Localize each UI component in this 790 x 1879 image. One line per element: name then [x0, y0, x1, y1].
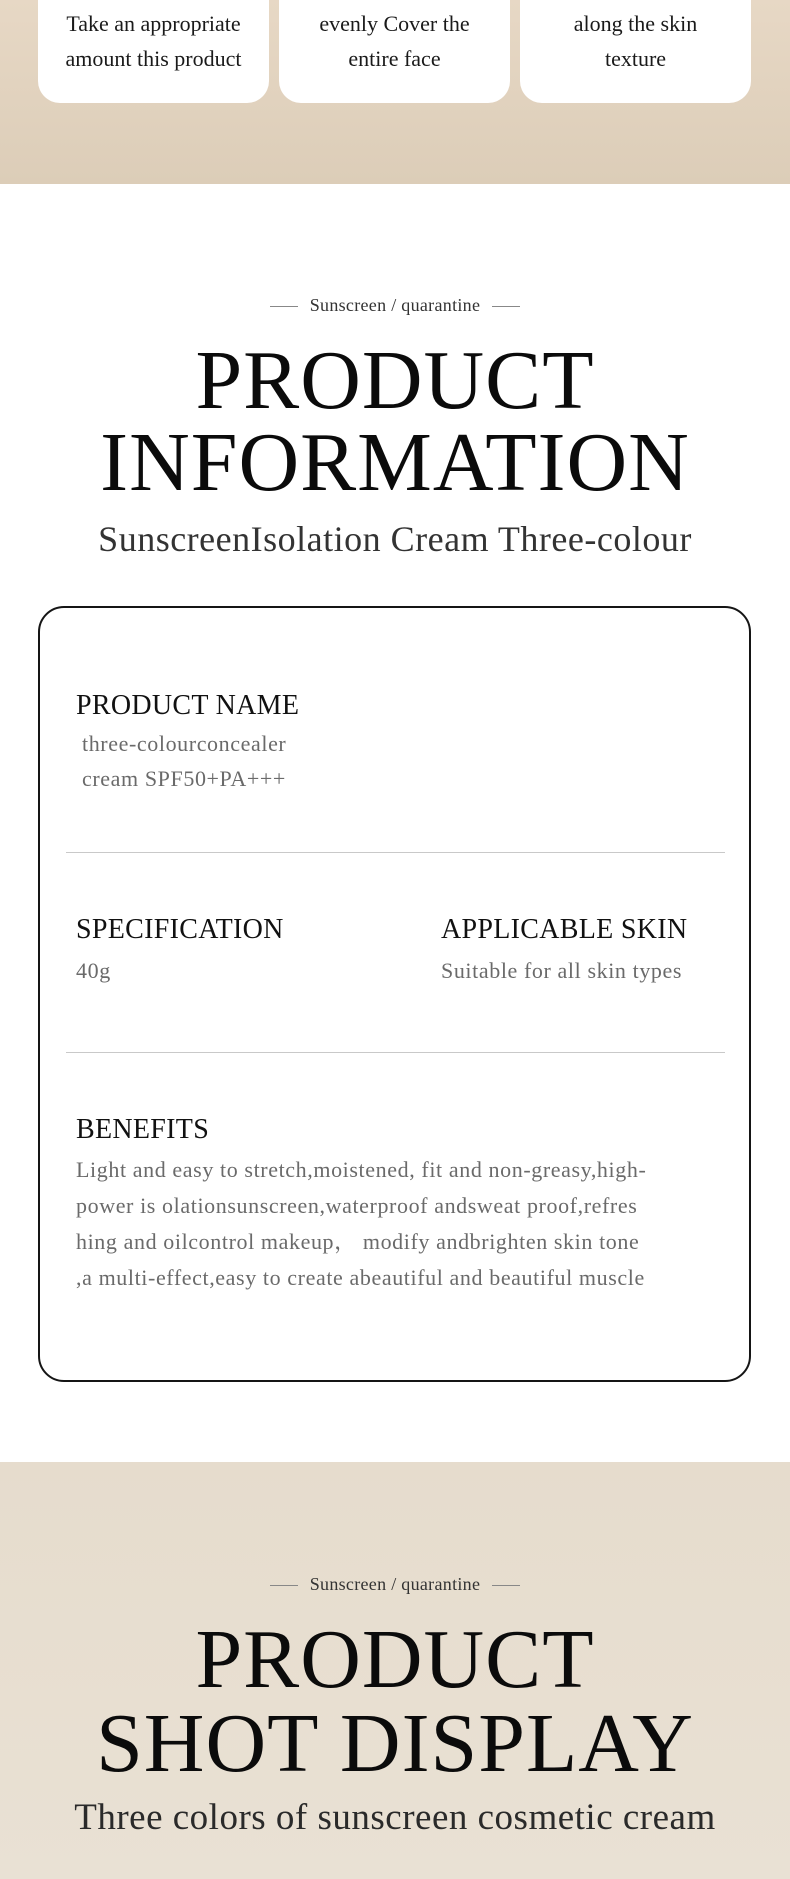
- card-divider-2: [66, 1052, 725, 1053]
- usage-steps-band: [0, 0, 790, 184]
- product-info-card: [38, 606, 751, 1382]
- benefits-line-3: hing and oilcontrol makeup， modify andbrighten skin tone: [76, 1229, 640, 1254]
- eyebrow-dash-left: [270, 306, 298, 307]
- specification-value: 40g: [76, 958, 111, 983]
- product-name-value-line-1: three-colourconcealer: [82, 731, 287, 756]
- step-1-line-1: Take an appropriate: [66, 11, 241, 36]
- step-card-3: [520, 0, 751, 103]
- benefits-line-1: Light and easy to stretch,moistened, fit and non-greasy,high-: [76, 1157, 647, 1182]
- shot-subtitle: Three colors of sunscreen cosmetic cream: [74, 1797, 716, 1838]
- info-title-line-2: INFORMATION: [100, 416, 690, 509]
- step-2-line-1: evenly Cover the: [319, 11, 470, 36]
- shot-title-line-2: SHOT DISPLAY: [96, 1697, 694, 1790]
- product-shot-section: [0, 1462, 790, 1879]
- info-eyebrow-text: Sunscreen / quarantine: [309, 295, 481, 315]
- card-divider-1: [66, 852, 725, 853]
- shot-title-line-1: PRODUCT: [195, 1613, 595, 1706]
- info-title-line-1: PRODUCT: [195, 334, 595, 427]
- step-card-1: [38, 0, 269, 103]
- product-name-value-line-2: cream SPF50+PA+++: [82, 766, 286, 791]
- step-1-line-2: amount this product: [65, 46, 242, 71]
- applicable-skin-value: Suitable for all skin types: [441, 958, 683, 983]
- benefits-line-4: ,a multi-effect,easy to create abeautiful and beautiful muscle: [76, 1265, 645, 1290]
- info-eyebrow: [0, 295, 790, 316]
- info-subtitle: SunscreenIsolation Cream Three-colour: [98, 519, 692, 559]
- step-2-line-2: entire face: [348, 46, 441, 71]
- eyebrow-dash-left: [270, 1585, 298, 1586]
- applicable-skin-label: APPLICABLE SKIN: [441, 914, 688, 945]
- eyebrow-dash-right: [492, 1585, 520, 1586]
- shot-eyebrow-text: Sunscreen / quarantine: [309, 1574, 481, 1594]
- step-3-line-1: along the skin: [573, 11, 698, 36]
- step-3-line-2: texture: [604, 46, 667, 71]
- specification-label: SPECIFICATION: [76, 914, 284, 945]
- benefits-label: BENEFITS: [76, 1114, 210, 1145]
- benefits-line-2: power is olationsunscreen,waterproof andsweat proof,refres: [76, 1193, 638, 1218]
- product-name-label: PRODUCT NAME: [76, 690, 300, 721]
- shot-eyebrow: [0, 1574, 790, 1595]
- step-card-2: [279, 0, 510, 103]
- eyebrow-dash-right: [492, 306, 520, 307]
